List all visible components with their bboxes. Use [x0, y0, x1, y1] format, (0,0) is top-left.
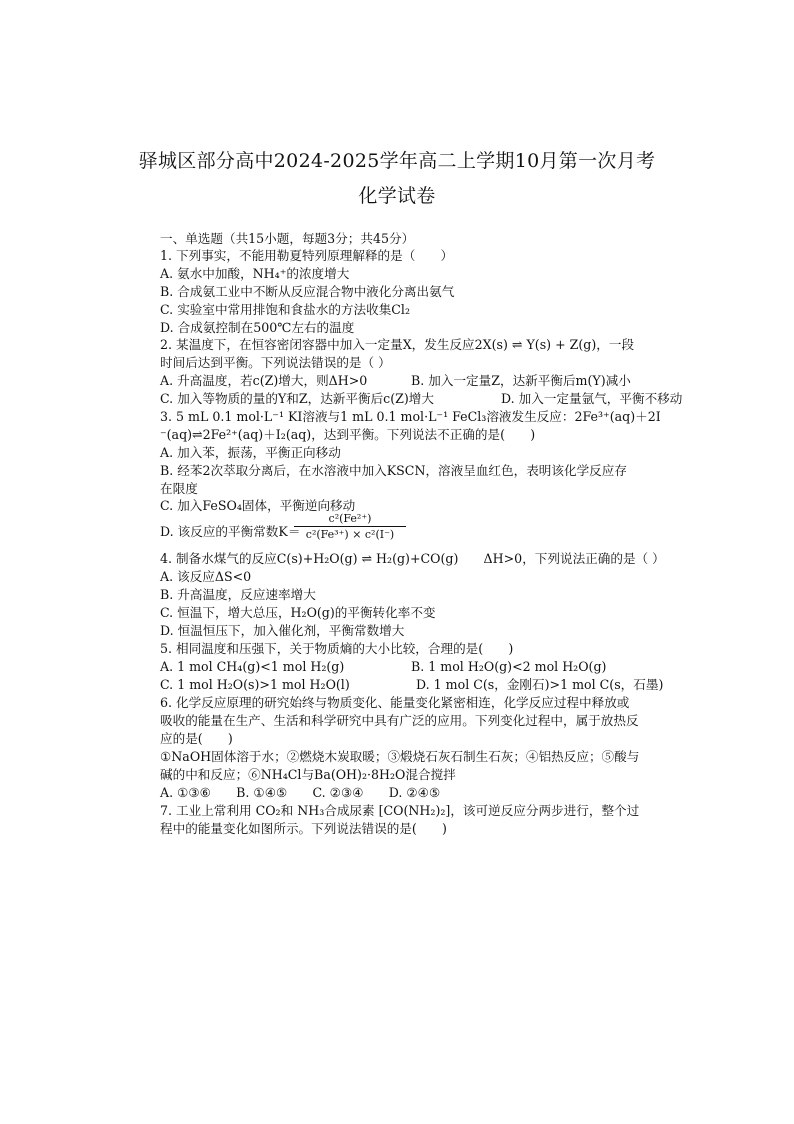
text-line: 3. 5 mL 0.1 mol·L⁻¹ KI溶液与1 mL 0.1 mol·L⁻¹ FeCl₃溶液发生反应：2Fe³⁺(aq)＋2I: [160, 409, 661, 424]
text-line: A. ①③⑥ B. ①④⑤ C. ②③④ D. ②④⑤: [160, 785, 441, 800]
text-line: 应的是( ): [160, 731, 233, 746]
option-d: D. 1 mol C(s，金刚石)>1 mol C(s，石墨): [416, 677, 664, 692]
text-line: B. 经苯2次萃取分离后，在水溶液中加入KSCN，溶液呈血红色，表明该化学反应存: [160, 463, 627, 478]
text-line: 4. 制备水煤气的反应C(s)+H₂O(g) ⇌ H₂(g)+CO(g) ΔH>0，下列说法正确的是（ ）: [160, 551, 665, 566]
text-line: 5. 相同温度和压强下，关于物质熵的大小比较，合理的是( ): [160, 641, 514, 656]
text-line: 程中的能量变化如图所示。下列说法错误的是( ): [160, 821, 447, 836]
option-b: B. 1 mol H₂O(g)<2 mol H₂O(g): [411, 659, 607, 674]
option-d: D. 加入一定量氩气，平衡不移动: [501, 391, 683, 406]
text-line: A. 该反应ΔS<0: [160, 569, 252, 584]
text-line: 6. 化学反应原理的研究始终与物质变化、能量变化紧密相连，化学反应过程中释放或: [160, 695, 630, 710]
fraction-denominator: c²(Fe³⁺) × c²(I⁻): [305, 528, 395, 541]
text-line: C. 实验室中常用排饱和食盐水的方法收集Cl₂: [160, 302, 410, 317]
text-line: C. 恒温下，增大总压，H₂O(g)的平衡转化率不变: [160, 605, 436, 620]
text-line: ①NaOH固体溶于水；②燃烧木炭取暖；③煅烧石灰石制生石灰；④铝热反应；⑤酸与: [160, 749, 640, 764]
text-line: D. 恒温恒压下，加入催化剂，平衡常数增大: [160, 623, 405, 638]
text-line: 吸收的能量在生产、生活和科学研究中具有广泛的应用。下列变化过程中，属于放热反: [160, 713, 639, 728]
text-line: B. 升高温度，反应速率增大: [160, 587, 316, 602]
text-line: 1. 下列事实，不能用勒夏特列原理解释的是（ ）: [160, 248, 454, 263]
text-line: 在限度: [160, 481, 198, 496]
section-heading: 一、单选题（共15小题，每题3分；共45分）: [160, 231, 415, 246]
text-line: 碱的中和反应；⑥NH₄Cl与Ba(OH)₂·8H₂O混合搅拌: [160, 767, 456, 782]
text-line: 7. 工业上常利用 CO₂和 NH₃合成尿素 [CO(NH₂)₂]，该可逆反应分两步进行，整个过: [160, 803, 640, 818]
text-line: C. 加入FeSO₄固体，平衡逆向移动: [160, 498, 356, 513]
exam-title: 驿城区部分高中2024-2025学年高二上学期10月第一次月考: [138, 150, 656, 172]
fraction-numerator: c²(Fe²⁺): [328, 512, 372, 525]
text-line: C. 加入等物质的量的Y和Z，达新平衡后c(Z)增大: [160, 391, 434, 406]
text-line: A. 升高温度，若c(Z)增大，则ΔH>0: [160, 373, 368, 388]
text-line: A. 1 mol CH₄(g)<1 mol H₂(g): [160, 659, 345, 674]
text-line: 2. 某温度下，在恒容密闭容器中加入一定量X，发生反应2X(s) ⇌ Y(s) + Z(g)，一段: [160, 337, 635, 352]
text-line: D. 合成氨控制在500℃左右的温度: [160, 320, 355, 335]
text-line: A. 氨水中加酸，NH₄⁺的浓度增大: [160, 266, 350, 281]
text-line: A. 加入苯，振荡，平衡正向移动: [160, 445, 341, 460]
fraction-bar: [294, 526, 406, 527]
text-line: D. 该反应的平衡常数K＝: [160, 524, 301, 539]
text-line: B. 合成氨工业中不断从反应混合物中液化分离出氨气: [160, 284, 455, 299]
text-line: 时间后达到平衡。下列说法错误的是（ ）: [160, 355, 391, 370]
text-line: C. 1 mol H₂O(s)>1 mol H₂O(l): [160, 677, 350, 692]
option-b: B. 加入一定量Z，达新平衡后m(Y)减小: [411, 373, 631, 388]
exam-subtitle: 化学试卷: [358, 185, 436, 207]
text-line: ⁻(aq)⇌2Fe²⁺(aq)＋I₂(aq)，达到平衡。下列说法不正确的是( ): [160, 427, 536, 442]
equilibrium-constant-fraction: [294, 512, 406, 541]
